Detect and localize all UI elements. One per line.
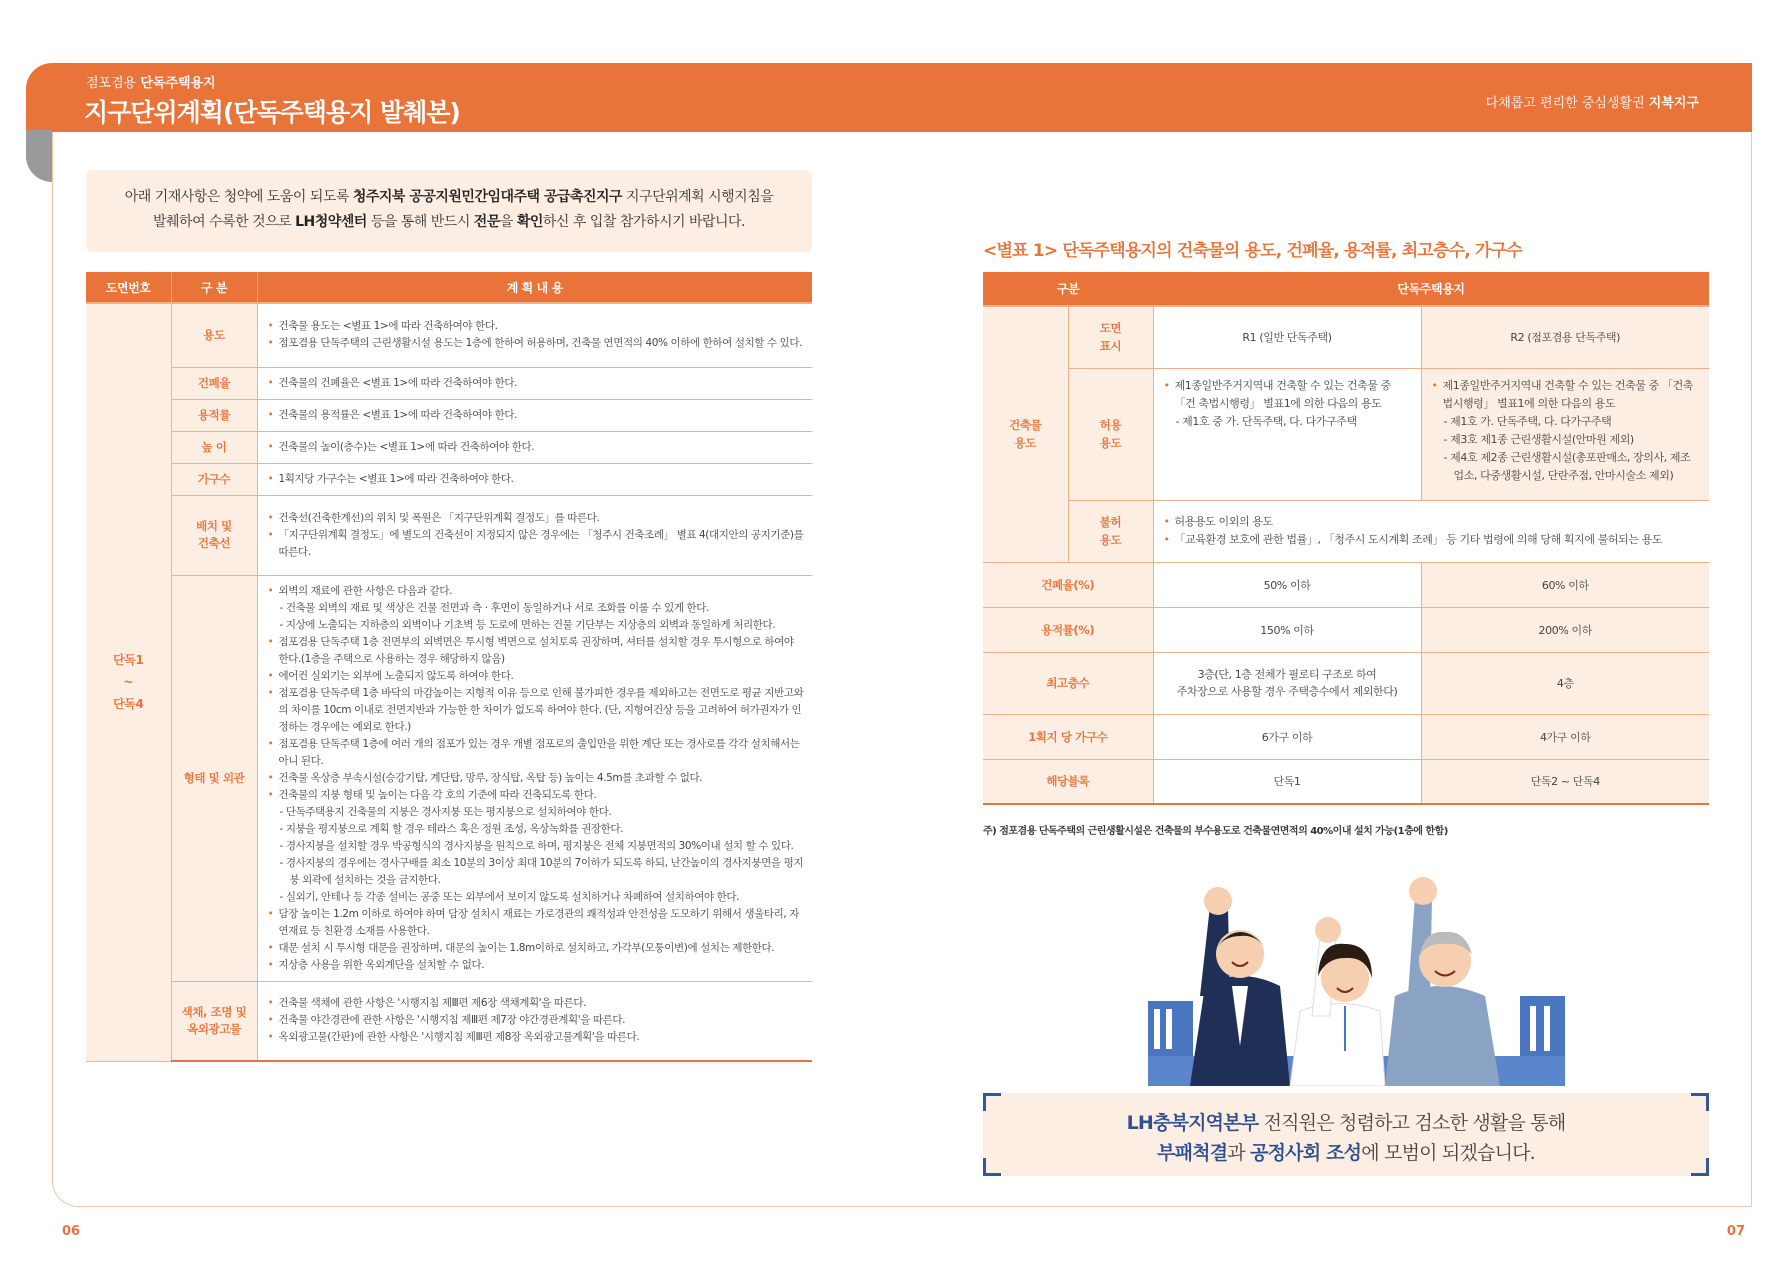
- table-row: [983, 714, 1709, 759]
- content-cell: • 외벽의 재료에 관한 사항은 다음과 같다. - 건축물 외벽의 재료 및 색상은 건물 전면과 측 · 후면이 동일하거나 서로 조화를 이룰 수 있게 한다. - 지상에 노출되는 지하층의 외벽이나 기초벽 등 도로에 면하는 건물 기단부는 지상층의 외벽과 동일하게 처리한다. • 점포겸용 단독주택 1층 전면부의 외벽면은 투시형 벽면으로 설치토록 권장하며, 셔터를 설치할 경우 투시형으로 하여야 한다.(1층을 주택으로 사용하는 경우 해당하지 않음) • 에어컨 실외기는 외부에 노출되지 않도록 하여야 한다. • 점포겸용 단독주택 1층 바닥의 마감높이는 지형적 이유 등으로 인해 불가피한 경우를 제외하고는 전면도로 평균 지반고와의 차이를 10cm 이내로 전면지반과 가능한 한 차이가 없도록 하여야 한다. (단, 지형여건상 등을 고려하여 허가권자가 인정하는 경우에는 예외로 한다.) • 점포겸용 단독주택 1층에 여러 개의 점포가 있는 경우 개별 점포로의 출입만을 위한 계단 또는 경사로를 각각 설치해서는 아니 된다. • 건축물 옥상층 부속시설(승강기탑, 계단탑, 망루, 장식탑, 옥탑 등) 높이는 4.5m를 초과할 수 없다. • 건축물의 지붕 형태 및 높이는 다음 각 호의 기준에 따라 건축되도록 한다. - 단독주택용지 건축물의 지붕은 경사지붕 또는 평지붕으로 설치하여야 한다. - 지붕을 평지붕으로 계획 할 경우 테라스 혹은 정원 조성, 옥상녹화를 권장한다. - 경사지붕을 설치할 경우 박공형식의 경사지붕을 원칙으로 하며, 평지붕은 전체 지붕면적의 30%이내 설치 할 수 있다. - 경사지붕의 경우에는 경사구배를 최소 10분의 3이상 최대 10분의 7이하가 되도록 하되, 난간높이의 경사지붕면을 평지붕 외곽에 설치하는 것을 금지한다. - 실외기, 안테나 등 각종 설비는 공중 또는 외부에서 보이지 않도록 설치하거나 차폐하여 설치하여야 한다. • 담장 높이는 1.2m 이하로 하여야 하며 담장 설치시 재료는 가로경관의 쾌적성과 안전성을 도모하기 위해서 생울타리, 자연재료 등 친환경 소재를 사용한다. • 대문 설치 시 투시형 대문을 권장하며, 대문의 높이는 1.8m이하로 설치하고, 가각부(모퉁이변)에 설치는 제한한다. • 지상층 사용을 위한 옥외계단을 설치할 수 없다.: [257, 575, 812, 981]
- table-header-row: [86, 272, 812, 303]
- col-header-code: 도면번호: [86, 272, 171, 303]
- category-cell: 건폐율: [171, 367, 257, 399]
- header-tab-decoration: [26, 130, 52, 182]
- category-cell: 용도: [171, 303, 257, 367]
- table-row: [86, 431, 812, 463]
- page-number-right: 07: [1726, 1224, 1745, 1239]
- page-number-left: 06: [62, 1224, 81, 1239]
- r1-cell: 단독1: [1153, 759, 1421, 804]
- content-cell: • 건축물의 건폐율은 <별표 1>에 따라 건축하여야 한다.: [257, 367, 812, 399]
- table-row: [86, 495, 812, 575]
- page-title: 지구단위계획(단독주택용지 발췌본): [84, 98, 460, 127]
- row-label-cell: 최고층수: [983, 652, 1153, 714]
- table-row: [86, 399, 812, 431]
- older-man-icon: [1385, 877, 1500, 1086]
- r2-cell: 단독2 ~ 단독4: [1421, 759, 1709, 804]
- restricted-cell: • 허용용도 이외의 용도 • 「교육환경 보호에 관한 법률」, 「청주시 도시계획 조례」 등 기타 법령에 의해 당해 획지에 불허되는 용도: [1153, 500, 1709, 562]
- row-label-cell: 용적률(%): [983, 607, 1153, 652]
- r2-cell: 4가구 이하: [1421, 714, 1709, 759]
- category-cell: 배치 및 건축선: [171, 495, 257, 575]
- col-header-category: 구분: [983, 272, 1153, 306]
- row-label-cell: 1획지 당 가구수: [983, 714, 1153, 759]
- table-row: [983, 306, 1709, 368]
- drawing-code-cell: 단독1 ~ 단독4: [86, 303, 171, 1061]
- col-header-content: 계 획 내 용: [257, 272, 812, 303]
- sublabel-cell: 불허 용도: [1068, 500, 1153, 562]
- r2-cell: 4층: [1421, 652, 1709, 714]
- col-header-category: 구 분: [171, 272, 257, 303]
- sublabel-cell: 허용 용도: [1068, 368, 1153, 500]
- group-label-cell: 건축물 용도: [983, 306, 1068, 562]
- table-row: [983, 652, 1709, 714]
- table-row: [86, 367, 812, 399]
- table-header-row: [983, 272, 1709, 306]
- content-cell: • 건축물의 높이(층수)는 <별표 1>에 따라 건축하여야 한다.: [257, 431, 812, 463]
- table-row: [983, 759, 1709, 804]
- header-district: 다채롭고 편리한 중심생활권 지북지구: [1485, 96, 1699, 111]
- r1-cell: 150% 이하: [1153, 607, 1421, 652]
- r2-cell: R2 (점포겸용 단독주택): [1421, 306, 1709, 368]
- content-cell: • 건축물 색채에 관한 사항은 '시행지침 제Ⅲ편 제6장 색채계획'을 따른다. • 건축물 야간경관에 관한 사항은 '시행지침 제Ⅲ편 제7장 야간경관계획'을 따른다. • 옥외광고물(간판)에 관한 사항은 '시행지침 제Ⅲ편 제8장 옥외광고물계획'을 따른다.: [257, 981, 812, 1061]
- category-cell: 용적률: [171, 399, 257, 431]
- table-row: [86, 575, 812, 981]
- appendix-table-title: <별표 1> 단독주택용지의 건축물의 용도, 건폐율, 용적률, 최고층수, 가구수: [983, 241, 1522, 261]
- table-row: [86, 981, 812, 1061]
- row-label-cell: 건폐율(%): [983, 562, 1153, 607]
- notice-box: 아래 기재사항은 청약에 도움이 되도록 청주지북 공공지원민간임대주택 공급촉진지구 지구단위계획 시행지침을 발췌하여 수록한 것으로 LH청약센터 등을 통해 반드시 전문을 확인하신 후 입찰 참가하시기 바랍니다.: [86, 170, 812, 252]
- category-cell: 높 이: [171, 431, 257, 463]
- table-footnote: 주) 점포겸용 단독주택의 근린생활시설은 건축물의 부수용도로 건축물연면적의 40%이내 설치 가능(1층에 한함): [983, 826, 1448, 837]
- row-label-cell: 해당블록: [983, 759, 1153, 804]
- category-cell: 형태 및 외관: [171, 575, 257, 981]
- content-cell: • 1획지당 가구수는 <별표 1>에 따라 건축하여야 한다.: [257, 463, 812, 495]
- col-header-land: 단독주택용지: [1153, 272, 1709, 306]
- category-cell: 가구수: [171, 463, 257, 495]
- content-cell: • 건축물 용도는 <별표 1>에 따라 건축하여야 한다. • 점포겸용 단독주택의 근린생활시설 용도는 1층에 한하여 허용하며, 건축물 연면적의 40% 이하에 한하여 설치할 수 있다.: [257, 303, 812, 367]
- r1-cell: 50% 이하: [1153, 562, 1421, 607]
- table-row: [983, 500, 1709, 562]
- r1-cell: • 제1종일반주거지역내 건축할 수 있는 건축물 중 「건 축법시행령」 별표1에 의한 다음의 용도 - 제1호 중 가. 단독주택, 다. 다가구주택: [1153, 368, 1421, 500]
- content-cell: • 건축선(건축한계선)의 위치 및 폭원은 「지구단위계획 결정도」를 따른다. • 「지구단위계획 결정도」에 별도의 건축선이 지정되지 않은 경우에는 「청주시 건축조례」 별표 4(대지안의 공지기준)를 따른다.: [257, 495, 812, 575]
- woman-staff-icon: [1290, 917, 1385, 1086]
- staff-cheering-illustration: [1140, 846, 1570, 1086]
- table-row: [86, 303, 812, 367]
- r2-cell: 60% 이하: [1421, 562, 1709, 607]
- appendix-table: [983, 272, 1709, 805]
- header-kicker: 점포겸용 단독주택용지: [86, 76, 216, 91]
- r1-cell: 3층(단, 1층 전체가 필로티 구조로 하여 주차장으로 사용할 경우 주택층수에서 제외한다): [1153, 652, 1421, 714]
- r2-cell: • 제1종일반주거지역내 건축할 수 있는 건축물 중 「건축법시행령」 별표1에 의한 다음의 용도 - 제1호 가. 단독주택, 다. 다가구주택 - 제3호 제1종 근린생활시설(안마원 제외) - 제4호 제2종 근린생활시설(총포판매소, 장의사, 제조업소, 다중생활시설, 단란주점, 안마시술소 제외): [1421, 368, 1709, 500]
- integrity-slogan: LH충북지역본부 전직원은 청렴하고 검소한 생활을 통해 부패척결과 공정사회 조성에 모범이 되겠습니다.: [1126, 1112, 1566, 1164]
- r2-cell: 200% 이하: [1421, 607, 1709, 652]
- r1-cell: R1 (일반 단독주택): [1153, 306, 1421, 368]
- category-cell: 색채, 조명 및 옥외광고물: [171, 981, 257, 1061]
- table-row: [983, 562, 1709, 607]
- table-row: [86, 463, 812, 495]
- man-in-suit-icon: [1190, 887, 1290, 1086]
- content-cell: • 건축물의 용적률은 <별표 1>에 따라 건축하여야 한다.: [257, 399, 812, 431]
- table-row: [983, 368, 1709, 500]
- table-row: [983, 607, 1709, 652]
- plan-table: [86, 272, 812, 1062]
- r1-cell: 6가구 이하: [1153, 714, 1421, 759]
- sublabel-cell: 도면 표시: [1068, 306, 1153, 368]
